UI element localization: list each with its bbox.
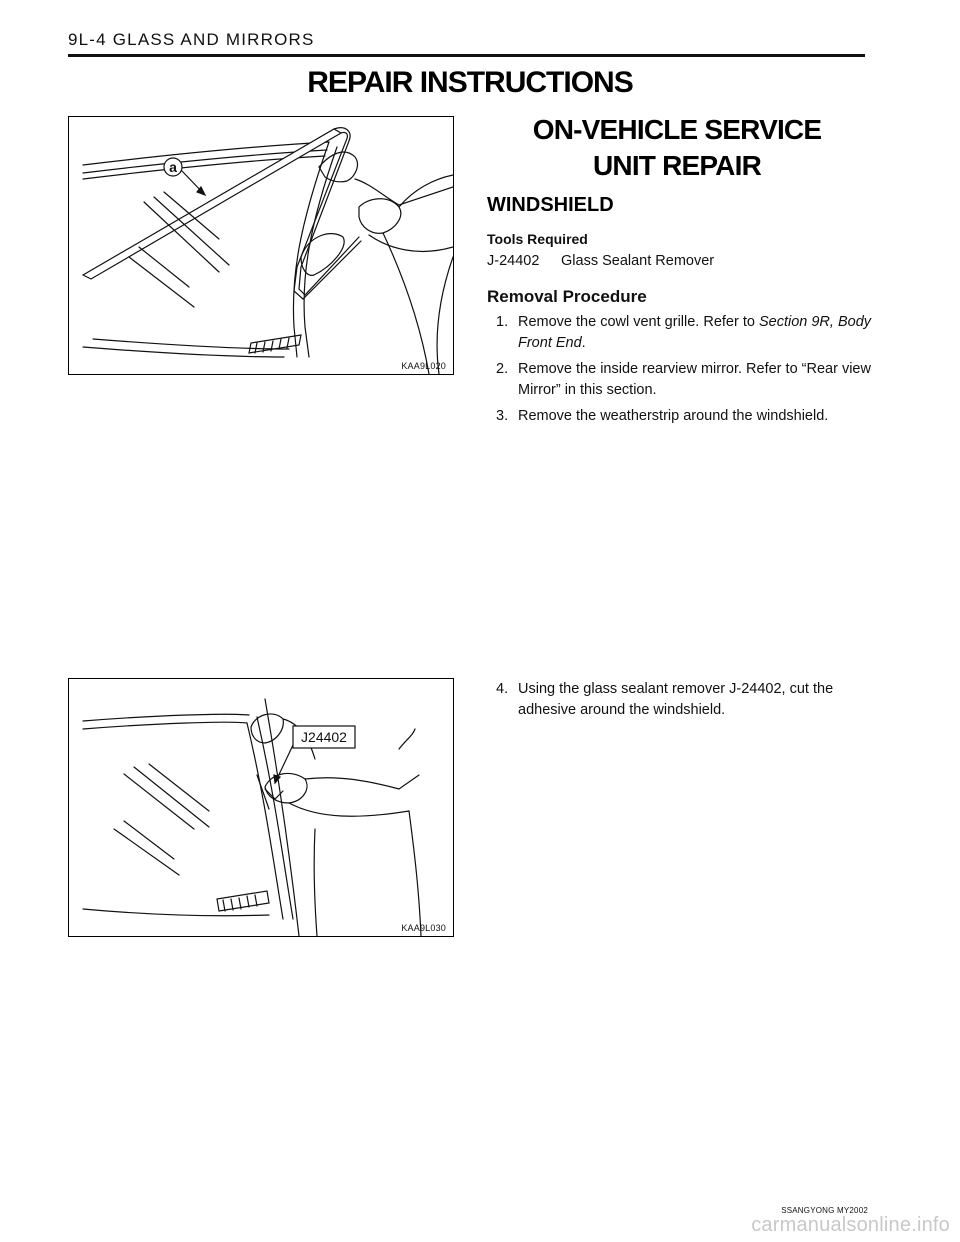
figure-code: KAA9L030	[401, 923, 446, 933]
section-title	[487, 112, 867, 184]
step-number: 3.	[496, 408, 509, 424]
step-text: Remove the cowl vent grille. Refer to	[518, 314, 759, 330]
removal-steps	[487, 312, 872, 432]
step-text: Using the glass sealant remover J-24402, cut the adhesive around the windshield.	[518, 681, 834, 718]
section-reference: Section 9R, Body Front End	[518, 314, 872, 351]
windshield-heading: WINDSHIELD	[487, 194, 614, 216]
step-number: 1.	[496, 314, 509, 330]
page-title: REPAIR INSTRUCTIONS	[307, 66, 633, 99]
step-number: 4.	[496, 681, 509, 697]
figure-callout-j24402: J24402	[301, 729, 347, 745]
figure-weatherstrip-removal	[68, 116, 454, 375]
page-footer: SSANGYONG MY2002	[781, 1206, 868, 1215]
step-text: Remove the inside rearview mirror. Refer to “Rear view Mirror” in this section.	[518, 361, 871, 398]
step-text: Remove the weatherstrip around the windshield.	[518, 408, 829, 424]
weatherstrip-illustration	[69, 117, 453, 374]
cutting-steps	[487, 679, 872, 726]
page-header	[68, 30, 865, 50]
figure-sealant-cutting	[68, 678, 454, 937]
figure-code: KAA9L020	[401, 361, 446, 371]
step-number: 2.	[496, 361, 509, 377]
tools-required-label: Tools Required	[487, 231, 588, 247]
figure-callout-a: a	[169, 159, 177, 175]
header-rule	[68, 54, 865, 57]
step-3	[487, 406, 872, 427]
step-2	[487, 359, 872, 401]
step-1	[487, 312, 872, 354]
tool-name: Glass Sealant Remover	[561, 253, 715, 269]
removal-procedure-heading: Removal Procedure	[487, 287, 647, 306]
section-title-line1: ON-VEHICLE SERVICE	[532, 114, 822, 145]
step-4	[487, 679, 872, 721]
header-title: 9L-4 GLASS AND MIRRORS	[68, 30, 315, 49]
step-end: .	[581, 335, 586, 351]
section-title-line2: UNIT REPAIR	[592, 150, 762, 181]
watermark: carmanualsonline.info	[751, 1214, 950, 1236]
tool-row	[487, 253, 714, 269]
tool-number: J-24402	[487, 253, 540, 269]
sealant-cutting-illustration	[69, 679, 453, 936]
